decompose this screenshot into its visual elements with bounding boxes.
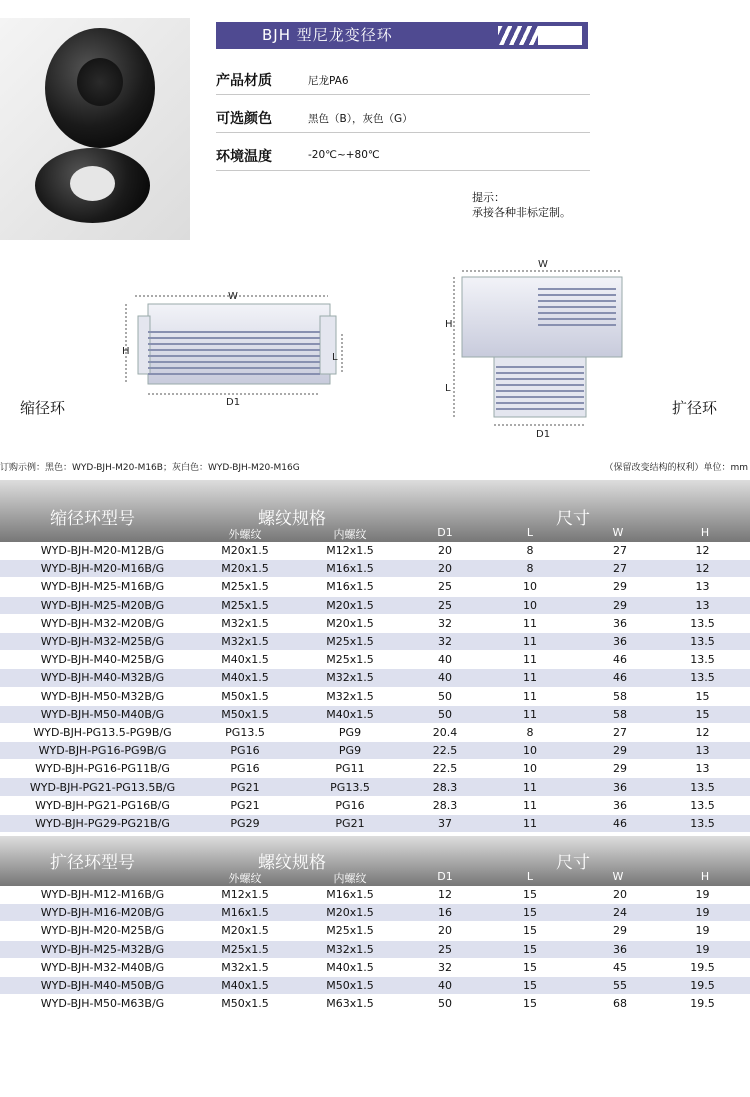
l-cell: 10 [475, 742, 585, 760]
col-l: L [526, 526, 534, 539]
h-cell: 13.5 [655, 651, 750, 669]
outer-thread-cell: PG16 [205, 760, 285, 778]
expander-w-label: W [538, 259, 548, 270]
model-cell: WYD-BJH-M32-M25B/G [0, 632, 205, 650]
model-cell: WYD-BJH-M25-M32B/G [0, 940, 205, 958]
table-row [0, 723, 750, 741]
col-outer-thread: 外螺纹 [228, 528, 262, 541]
w-cell: 36 [585, 614, 655, 632]
w-cell: 36 [585, 940, 655, 958]
color-value: 黑色（B），灰色（G） [308, 113, 413, 125]
l-cell: 11 [475, 632, 585, 650]
col-l: L [526, 870, 534, 883]
expander-model-header: 扩径环型号 [50, 853, 135, 873]
col-h: H [700, 526, 710, 539]
outer-thread-cell: M50x1.5 [205, 995, 285, 1013]
h-cell: 19 [655, 922, 750, 940]
model-cell: WYD-BJH-M32-M20B/G [0, 614, 205, 632]
l-cell: 8 [475, 723, 585, 741]
reducer-diagram [110, 282, 360, 407]
l-cell: 15 [475, 886, 585, 904]
table-row [0, 778, 750, 796]
reducer-w-label: W [228, 291, 238, 302]
material-value: 尼龙PA6 [308, 75, 349, 87]
h-cell: 13.5 [655, 778, 750, 796]
l-cell: 11 [475, 778, 585, 796]
d1-cell: 22.5 [415, 742, 475, 760]
outer-thread-cell: PG21 [205, 796, 285, 814]
w-cell: 29 [585, 922, 655, 940]
inner-thread-cell: M32x1.5 [285, 687, 415, 705]
d1-cell: 20.4 [415, 723, 475, 741]
w-cell: 46 [585, 651, 655, 669]
l-cell: 15 [475, 904, 585, 922]
w-cell: 45 [585, 958, 655, 976]
w-cell: 36 [585, 778, 655, 796]
model-cell: WYD-BJH-M50-M32B/G [0, 687, 205, 705]
col-inner-thread: 内螺纹 [333, 872, 367, 885]
h-cell: 13.5 [655, 814, 750, 832]
inner-thread-cell: M16x1.5 [285, 560, 415, 578]
l-cell: 15 [475, 940, 585, 958]
h-cell: 13 [655, 578, 750, 596]
l-cell: 15 [475, 995, 585, 1013]
w-cell: 46 [585, 669, 655, 687]
temperature-value: -20℃~+80℃ [308, 149, 380, 161]
decorative-stripes [498, 26, 582, 45]
model-cell: WYD-BJH-M20-M16B/G [0, 560, 205, 578]
l-cell: 15 [475, 958, 585, 976]
size-header: 尺寸 [556, 509, 590, 529]
l-cell: 10 [475, 760, 585, 778]
outer-thread-cell: PG16 [205, 742, 285, 760]
l-cell: 8 [475, 542, 585, 560]
inner-thread-cell: M12x1.5 [285, 542, 415, 560]
inner-thread-cell: M20x1.5 [285, 596, 415, 614]
inner-thread-cell: PG9 [285, 723, 415, 741]
col-d1: D1 [437, 526, 453, 539]
model-cell: WYD-BJH-M12-M16B/G [0, 886, 205, 904]
w-cell: 58 [585, 687, 655, 705]
model-cell: WYD-BJH-M20-M25B/G [0, 922, 205, 940]
divider [216, 94, 590, 95]
outer-thread-cell: M40x1.5 [205, 976, 285, 994]
d1-cell: 25 [415, 596, 475, 614]
outer-thread-cell: M40x1.5 [205, 669, 285, 687]
inner-thread-cell: M16x1.5 [285, 578, 415, 596]
d1-cell: 32 [415, 958, 475, 976]
w-cell: 55 [585, 976, 655, 994]
d1-cell: 25 [415, 578, 475, 596]
table-row [0, 669, 750, 687]
h-cell: 12 [655, 542, 750, 560]
inner-thread-cell: PG13.5 [285, 778, 415, 796]
reducer-model-header: 缩径环型号 [50, 509, 135, 529]
hint-title: 提示： [472, 191, 505, 204]
table-row [0, 886, 750, 904]
table-row [0, 742, 750, 760]
d1-cell: 40 [415, 651, 475, 669]
d1-cell: 32 [415, 632, 475, 650]
h-cell: 13.5 [655, 614, 750, 632]
d1-cell: 40 [415, 976, 475, 994]
model-cell: WYD-BJH-M40-M32B/G [0, 669, 205, 687]
inner-thread-cell: M25x1.5 [285, 632, 415, 650]
model-cell: WYD-BJH-M40-M50B/G [0, 976, 205, 994]
w-cell: 27 [585, 542, 655, 560]
model-cell: WYD-BJH-M50-M63B/G [0, 995, 205, 1013]
l-cell: 11 [475, 814, 585, 832]
title-bar [216, 22, 588, 49]
table-row [0, 578, 750, 596]
d1-cell: 32 [415, 614, 475, 632]
model-cell: WYD-BJH-M50-M40B/G [0, 705, 205, 723]
divider [216, 132, 590, 133]
model-cell: WYD-BJH-PG29-PG21B/G [0, 814, 205, 832]
inner-thread-cell: M40x1.5 [285, 705, 415, 723]
inner-thread-cell: M20x1.5 [285, 904, 415, 922]
temperature-label: 环境温度 [216, 149, 272, 165]
outer-thread-cell: M12x1.5 [205, 886, 285, 904]
inner-thread-cell: M63x1.5 [285, 995, 415, 1013]
outer-thread-cell: M32x1.5 [205, 632, 285, 650]
w-cell: 29 [585, 596, 655, 614]
reducer-d1-label: D1 [226, 397, 241, 407]
expander-label: 扩径环 [672, 399, 718, 417]
table-row [0, 976, 750, 994]
table-row [0, 940, 750, 958]
inner-thread-cell: M40x1.5 [285, 958, 415, 976]
d1-cell: 20 [415, 560, 475, 578]
col-w: W [612, 870, 624, 883]
w-cell: 29 [585, 742, 655, 760]
reducer-table [0, 542, 750, 851]
h-cell: 12 [655, 723, 750, 741]
w-cell: 24 [585, 904, 655, 922]
w-cell: 27 [585, 723, 655, 741]
model-cell: WYD-BJH-PG13.5-PG9B/G [0, 723, 205, 741]
w-cell: 36 [585, 632, 655, 650]
h-cell: 15 [655, 705, 750, 723]
h-cell: 12 [655, 560, 750, 578]
outer-thread-cell: PG29 [205, 814, 285, 832]
h-cell: 19.5 [655, 995, 750, 1013]
divider [216, 170, 590, 171]
thread-spec-header: 螺纹规格 [258, 853, 326, 873]
expander-h-label: H [445, 319, 453, 330]
table-row [0, 796, 750, 814]
h-cell: 13 [655, 742, 750, 760]
model-cell: WYD-BJH-M40-M25B/G [0, 651, 205, 669]
model-cell: WYD-BJH-M20-M12B/G [0, 542, 205, 560]
w-cell: 58 [585, 705, 655, 723]
reducer-h-label: H [122, 346, 130, 357]
w-cell: 20 [585, 886, 655, 904]
table-row [0, 814, 750, 832]
product-photo [0, 18, 190, 240]
inner-thread-cell: PG11 [285, 760, 415, 778]
outer-thread-cell: M20x1.5 [205, 542, 285, 560]
l-cell: 15 [475, 976, 585, 994]
expander-d1-label: D1 [536, 429, 551, 440]
h-cell: 13.5 [655, 669, 750, 687]
expander-diagram [440, 255, 630, 440]
inner-thread-cell: M50x1.5 [285, 976, 415, 994]
l-cell: 10 [475, 596, 585, 614]
inner-thread-cell: M25x1.5 [285, 651, 415, 669]
outer-thread-cell: M25x1.5 [205, 596, 285, 614]
d1-cell: 50 [415, 687, 475, 705]
l-cell: 10 [475, 578, 585, 596]
outer-thread-cell: M32x1.5 [205, 958, 285, 976]
ring-image-bottom [35, 148, 150, 223]
l-cell: 11 [475, 687, 585, 705]
d1-cell: 20 [415, 542, 475, 560]
expander-l-label: L [445, 383, 451, 394]
ring-image-top [45, 28, 155, 148]
d1-cell: 12 [415, 886, 475, 904]
h-cell: 19 [655, 904, 750, 922]
color-label: 可选颜色 [216, 111, 272, 127]
d1-cell: 28.3 [415, 796, 475, 814]
w-cell: 36 [585, 796, 655, 814]
l-cell: 11 [475, 705, 585, 723]
l-cell: 11 [475, 796, 585, 814]
table-row [0, 904, 750, 922]
inner-thread-cell: M16x1.5 [285, 886, 415, 904]
outer-thread-cell: M32x1.5 [205, 614, 285, 632]
model-cell: WYD-BJH-M16-M20B/G [0, 904, 205, 922]
model-cell: WYD-BJH-M25-M20B/G [0, 596, 205, 614]
col-d1: D1 [437, 870, 453, 883]
table-row [0, 687, 750, 705]
table-row [0, 705, 750, 723]
d1-cell: 28.3 [415, 778, 475, 796]
table-row [0, 632, 750, 650]
col-w: W [612, 526, 624, 539]
h-cell: 13 [655, 596, 750, 614]
w-cell: 46 [585, 814, 655, 832]
l-cell: 8 [475, 560, 585, 578]
table-row [0, 760, 750, 778]
col-inner-thread: 内螺纹 [333, 528, 367, 541]
w-cell: 68 [585, 995, 655, 1013]
h-cell: 19 [655, 940, 750, 958]
table-row [0, 542, 750, 560]
hint-box [472, 190, 571, 220]
d1-cell: 25 [415, 940, 475, 958]
inner-thread-cell: M20x1.5 [285, 614, 415, 632]
l-cell: 11 [475, 614, 585, 632]
h-cell: 13 [655, 760, 750, 778]
w-cell: 29 [585, 578, 655, 596]
inner-thread-cell: PG9 [285, 742, 415, 760]
h-cell: 13.5 [655, 796, 750, 814]
inner-thread-cell: M25x1.5 [285, 922, 415, 940]
l-cell: 15 [475, 922, 585, 940]
d1-cell: 37 [415, 814, 475, 832]
outer-thread-cell: M40x1.5 [205, 651, 285, 669]
h-cell: 19 [655, 886, 750, 904]
inner-thread-cell: M32x1.5 [285, 669, 415, 687]
col-outer-thread: 外螺纹 [228, 872, 262, 885]
inner-thread-cell: PG16 [285, 796, 415, 814]
d1-cell: 50 [415, 705, 475, 723]
model-cell: WYD-BJH-PG21-PG13.5B/G [0, 778, 205, 796]
reducer-label: 缩径环 [20, 399, 66, 417]
outer-thread-cell: M20x1.5 [205, 922, 285, 940]
hint-text: 承接各种非标定制。 [472, 206, 571, 219]
model-cell: WYD-BJH-PG21-PG16B/G [0, 796, 205, 814]
table-row [0, 995, 750, 1013]
d1-cell: 40 [415, 669, 475, 687]
order-example: 订购示例：黑色：WYD-BJH-M20-M16B；灰白色：WYD-BJH-M20-M16G [0, 463, 300, 473]
table-row [0, 922, 750, 940]
h-cell: 15 [655, 687, 750, 705]
l-cell: 11 [475, 651, 585, 669]
unit-note: （保留改变结构的权利）单位：mm [604, 463, 748, 473]
outer-thread-cell: M16x1.5 [205, 904, 285, 922]
outer-thread-cell: PG21 [205, 778, 285, 796]
outer-thread-cell: M50x1.5 [205, 705, 285, 723]
inner-thread-cell: M32x1.5 [285, 940, 415, 958]
outer-thread-cell: M50x1.5 [205, 687, 285, 705]
h-cell: 19.5 [655, 976, 750, 994]
expander-table [0, 886, 750, 1013]
l-cell: 11 [475, 669, 585, 687]
outer-thread-cell: M25x1.5 [205, 940, 285, 958]
inner-thread-cell: PG21 [285, 814, 415, 832]
col-h: H [700, 870, 710, 883]
model-cell: WYD-BJH-M25-M16B/G [0, 578, 205, 596]
model-cell: WYD-BJH-PG16-PG11B/G [0, 760, 205, 778]
page-title: BJH 型尼龙变径环 [262, 26, 393, 44]
h-cell: 13.5 [655, 632, 750, 650]
model-cell: WYD-BJH-PG16-PG9B/G [0, 742, 205, 760]
d1-cell: 50 [415, 995, 475, 1013]
material-label: 产品材质 [216, 73, 272, 89]
table-row [0, 651, 750, 669]
outer-thread-cell: M20x1.5 [205, 560, 285, 578]
table-row [0, 560, 750, 578]
thread-spec-header: 螺纹规格 [258, 509, 326, 529]
h-cell: 19.5 [655, 958, 750, 976]
reducer-l-label: L [332, 352, 338, 363]
w-cell: 29 [585, 760, 655, 778]
table-row [0, 958, 750, 976]
outer-thread-cell: M25x1.5 [205, 578, 285, 596]
w-cell: 27 [585, 560, 655, 578]
size-header: 尺寸 [556, 853, 590, 873]
d1-cell: 20 [415, 922, 475, 940]
table-row [0, 596, 750, 614]
d1-cell: 16 [415, 904, 475, 922]
outer-thread-cell: PG13.5 [205, 723, 285, 741]
model-cell: WYD-BJH-M32-M40B/G [0, 958, 205, 976]
d1-cell: 22.5 [415, 760, 475, 778]
table-row [0, 614, 750, 632]
